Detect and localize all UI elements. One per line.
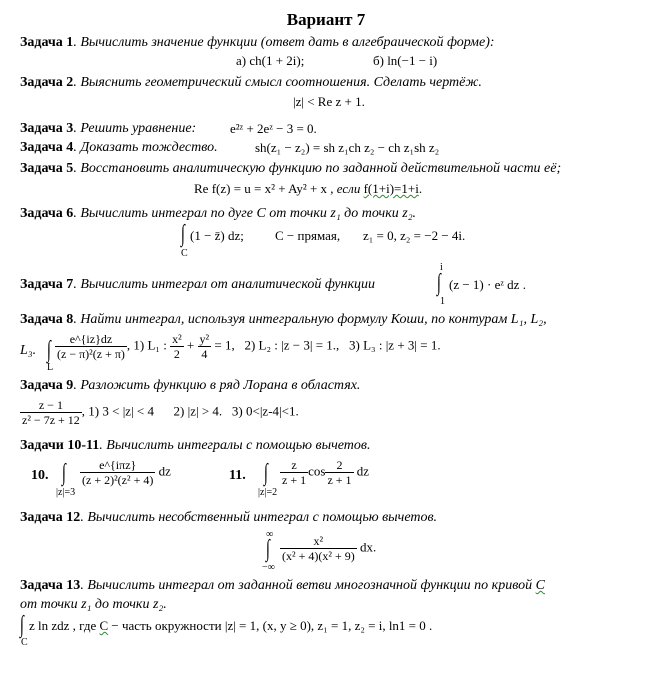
integral-sign: ∫ [266,536,270,562]
integral-lower-limit: |z|=3 [56,487,76,498]
fraction [170,332,184,361]
integral-sign: ∫ [47,337,51,363]
cos-function: cos [308,463,326,479]
denominator: z² − 7z + 12 [22,413,80,427]
numerator: e^{iπz} [80,458,155,473]
differential: dz [356,463,370,479]
integral-upper-limit: ∞ [266,529,274,540]
formula-5b: f(1+i)=1+i [363,181,419,196]
problem-text: . Решить уравнение: [73,121,197,136]
fraction [20,398,82,427]
contour-1: , 1) L₁ : [126,337,167,353]
problem-label: Задача 3 [20,121,74,136]
denominator: z + 1 [327,473,352,487]
fraction [80,458,155,487]
differential: dx. [359,539,377,555]
integral-sign: ∫ [264,460,268,486]
where-text: , где [72,618,97,633]
formula-5-end: . [418,181,423,196]
problem-5 [20,160,561,177]
formula-6a: (1 − z̄) dz; [190,228,244,243]
formula-13 [29,618,432,634]
formula-12 [280,534,376,563]
integrand: z ln zdz [29,618,70,633]
formula-9 [20,398,299,427]
numerator: z [280,458,308,473]
problem-12 [20,509,437,526]
problem-label: Задача 12 [20,510,81,525]
region-3: 3) 0<|z-4|<1. [231,403,299,419]
problem-text: . Выяснить геометрический смысл соотношения. Сделать чертёж. [73,75,482,90]
numerator: z − 1 [20,398,82,413]
problem-text: . Разложить функцию в ряд Лорана в областях. [73,378,361,393]
integral-sign: ∫ [437,270,441,296]
problem-1 [20,34,495,51]
page-title: Вариант 7 [286,10,366,29]
formula-1b: б) ln(−1 − i) [373,53,438,68]
problem-text: . Вычислить несобственный интеграл с помощью вычетов. [80,510,438,525]
problem-8 [20,311,547,328]
formula-2: |z| < Re z + 1. [293,94,365,109]
fraction [280,458,308,487]
plus-sign: + [186,337,195,353]
problem-text: . Вычислить интеграл от аналитической функции [73,277,376,292]
problem-2 [20,74,482,91]
region-1: , 1) 3 < |z| < 4 [81,403,155,419]
formula-8 [55,332,441,361]
problem-label: Задача 2 [20,75,74,90]
problem-9 [20,377,360,394]
problem-10-11 [20,437,370,454]
formula-6b: C − прямая, [275,228,341,243]
problem-text: . Вычислить интеграл по дуге С от точки z₁ до точки z₂. [73,206,417,221]
fraction [280,534,357,563]
integral-lower-limit: |z|=2 [258,487,278,498]
problem-13 [20,577,545,594]
formula-11 [280,458,369,487]
problem-label: Задача 6 [20,206,74,221]
integral-lower-limit: −∞ [262,562,275,573]
denominator: z + 1 [282,473,307,487]
problem-label: Задача 8 [20,312,74,327]
integral-sign: ∫ [62,460,66,486]
formula-6c: z₁ = 0, z₂ = −2 − 4i. [363,228,466,243]
problem-4 [20,139,218,156]
integral-sign: ∫ [20,612,24,638]
problem-text: . Вычислить значение функции (ответ дать в алгебраической форме): [73,35,495,50]
integral-upper-limit: i [440,262,443,273]
denominator: 4 [201,347,208,361]
problem-text: . Вычислить интеграл от заданной ветви многозначной функции по кривой [80,578,533,593]
problem-7 [20,276,375,293]
equation-rhs: = 1, [214,337,235,353]
formula-5-if: если [336,181,361,196]
contour-2: 2) L₂ : |z − 3| = 1., [244,337,340,353]
problem-6 [20,205,416,222]
problem-3 [20,120,196,137]
problem-label: Задача 5 [20,161,74,176]
formula-5a: Re f(z) = u = x² + Ay² + x , [194,181,334,196]
curve-c-label: С [535,578,545,593]
integral-lower-limit: C [21,637,28,648]
problem-10-number: 10. [31,468,49,483]
numerator: e^{iz}dz [55,332,127,347]
formula-10 [80,458,171,487]
integral-lower-limit: C [181,248,188,259]
problem-label: Задачи 10-11 [20,438,100,453]
denominator: (z − π)²(z + π) [57,347,125,361]
fraction [55,332,127,361]
contour-3: 3) L₃ : |z + 3| = 1. [349,337,441,353]
formula-7: (z − 1) · eᶻ dz . [449,277,526,292]
problem-text: . Вычислить интегралы с помощью вычетов. [99,438,371,453]
curve-c: С [99,618,109,633]
integral-lower-limit: L [47,362,54,373]
numerator: y² [199,332,210,346]
integral-lower-limit: 1 [440,296,445,307]
differential: dz [158,463,171,479]
problem-13-line2: от точки z₁ до точки z₂. [20,597,167,612]
problem-label: Задача 13 [20,578,81,593]
numerator: x² [172,332,182,346]
fraction [325,458,353,487]
problem-label: Задача 9 [20,378,74,393]
problem-label: Задача 4 [20,140,74,155]
numerator: 2 [325,458,353,473]
formula-4: sh(z₁ − z₂) = sh z₁ch z₂ − ch z₁sh z₂ [255,140,440,155]
denominator: (z + 2)²(z² + 4) [82,473,154,487]
fraction [198,332,212,361]
region-2: 2) |z| > 4. [173,403,223,419]
problem-text: . Доказать тождество. [73,140,218,155]
integral-sign: ∫ [181,221,185,247]
problem-text: . Найти интеграл, используя интегральную формулу Коши, по контурам L₁, L₂, [73,312,547,327]
problem-11-number: 11. [229,468,246,483]
formula-13-conditions: − часть окружности |z| = 1, (x, y ≥ 0), z₁ = 1, z₂ = i, ln1 = 0 . [111,618,433,633]
numerator: x² [280,534,357,549]
problem-label: Задача 7 [20,277,74,292]
denominator: 2 [173,347,180,361]
formula-5 [194,181,422,197]
formula-3: e²ᶻ + 2eᶻ − 3 = 0. [230,121,317,136]
formula-1a: а) ch(1 + 2i); [236,53,305,68]
problem-label: Задача 1 [20,35,74,50]
contour-l3-label: L₃. [20,343,37,358]
denominator: (x² + 4)(x² + 9) [282,549,355,563]
problem-text: . Восстановить аналитическую функцию по заданной действительной части её; [73,161,562,176]
